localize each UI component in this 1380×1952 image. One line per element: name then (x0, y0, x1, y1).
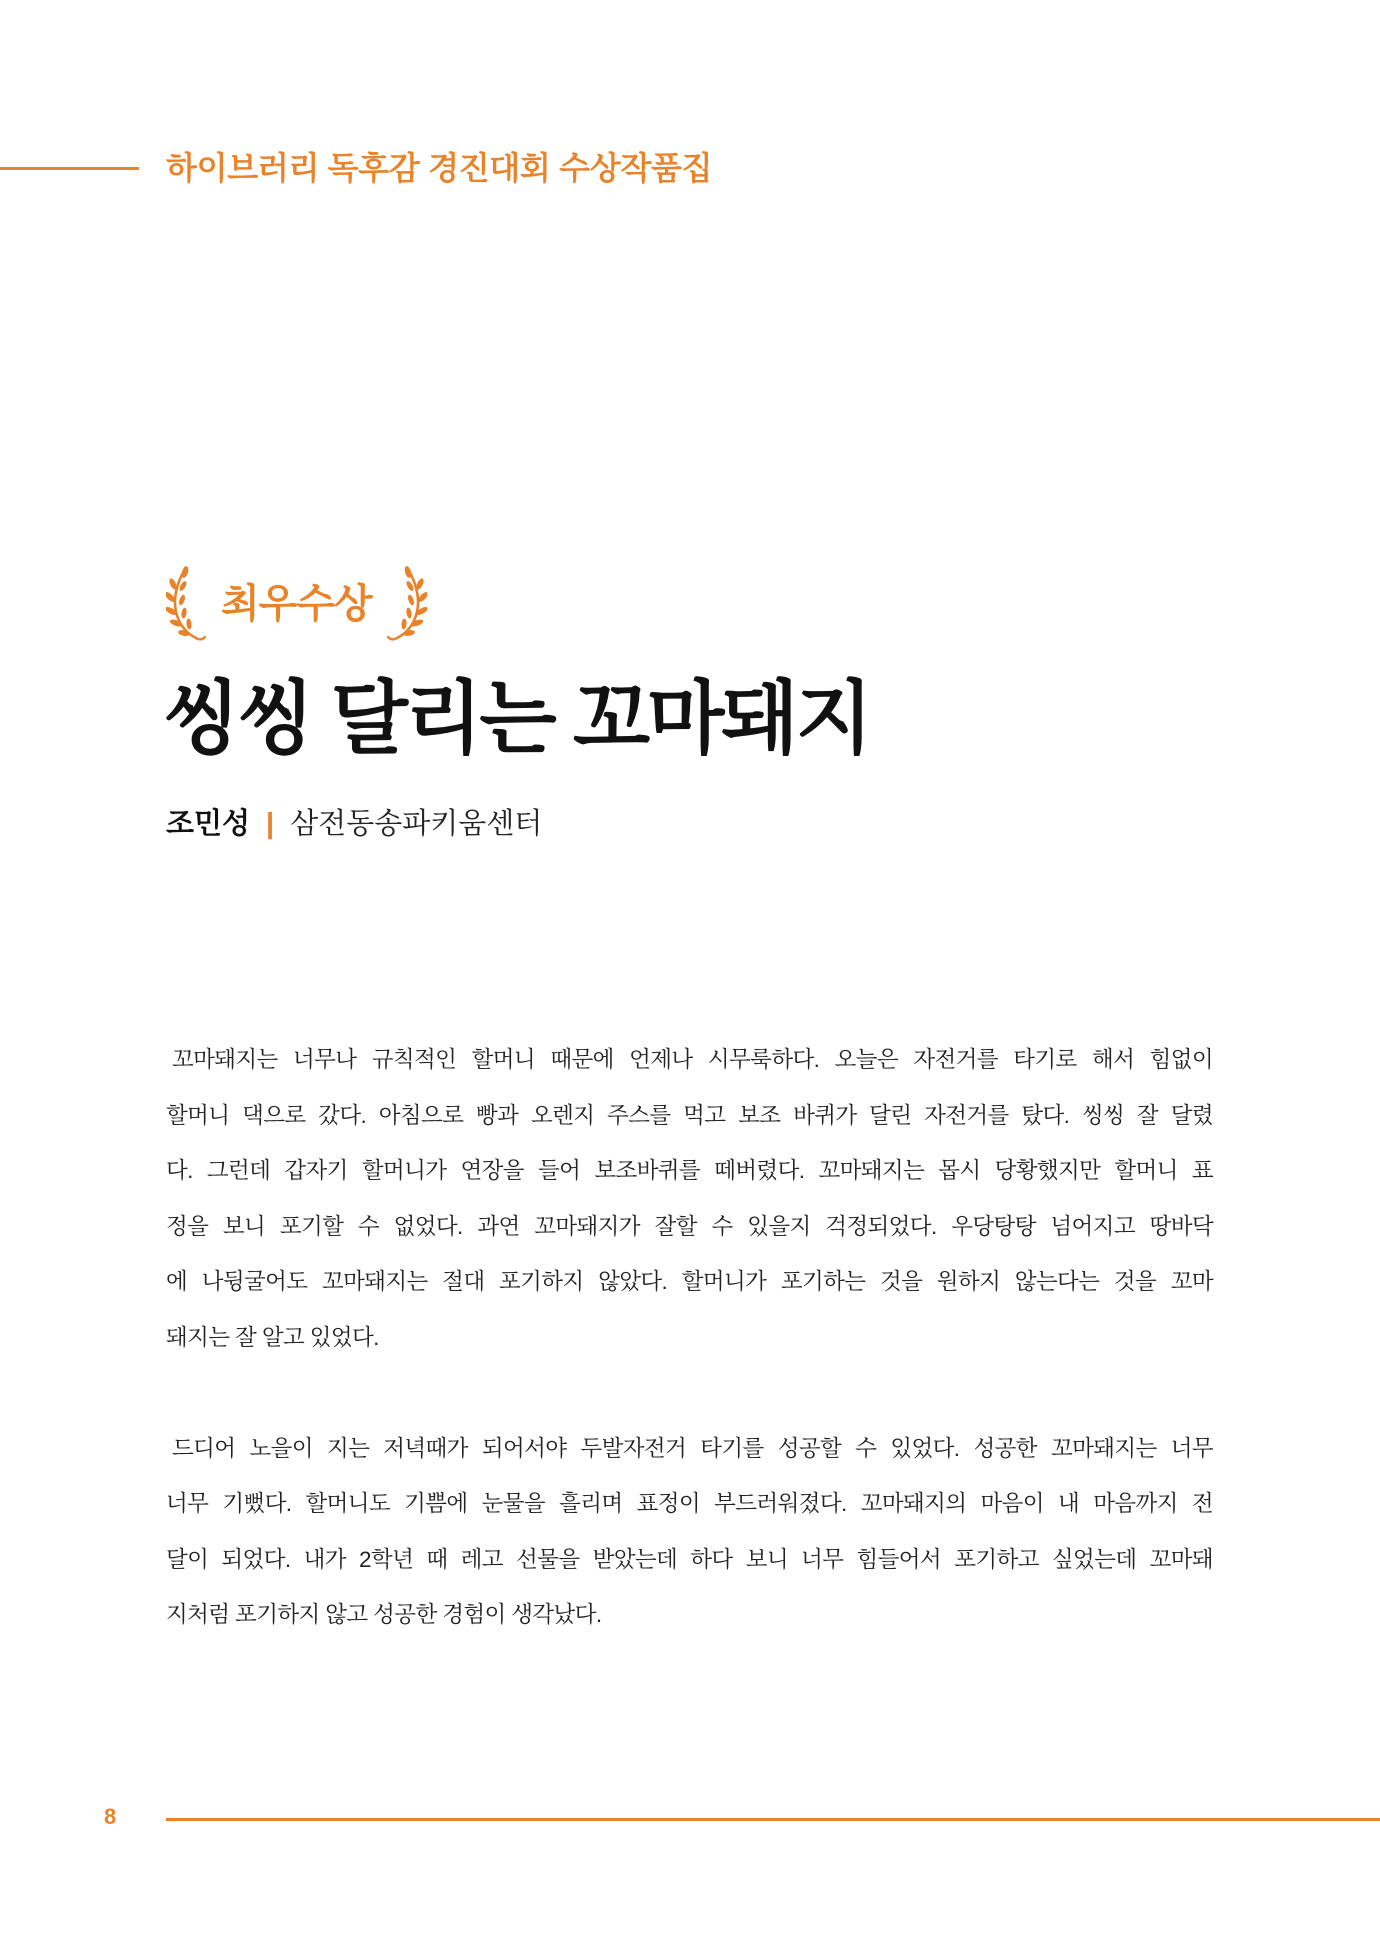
paragraph-line: 지처럼 포기하지 않고 성공한 경험이 생각났다. (166, 1602, 602, 1627)
footer-rule (166, 1818, 1380, 1821)
paragraph-line: 에 나뒹굴어도 꼬마돼지는 절대 포기하지 않았다. 할머니가 포기하는 것을 원하지 않는다는 것을 꼬마 (166, 1269, 1213, 1294)
award-badge (166, 566, 427, 642)
paragraph-line: 정을 보니 포기할 수 없었다. 과연 꼬마돼지가 잘할 수 있을지 걱정되었다. 우당탕탕 넘어지고 땅바닥 (166, 1213, 1213, 1239)
paragraph-line: 돼지는 잘 알고 있었다. (166, 1324, 379, 1350)
paragraph (166, 1032, 1213, 1365)
paragraph-line: 드디어 노을이 지는 저녁때가 되어서야 두발자전거 타기를 성공할 수 있었다. 성공한 꼬마돼지는 너무 (172, 1435, 1213, 1461)
author-line (166, 804, 542, 844)
paragraph-line: 할머니 댁으로 갔다. 아침으로 빵과 오렌지 주스를 먹고 보조 바퀴가 달린 자전거를 탔다. 씽씽 잘 달렸 (166, 1102, 1213, 1128)
header-rule (0, 167, 139, 170)
paragraph-line: 꼬마돼지는 너무나 규칙적인 할머니 때문에 언제나 시무룩하다. 오늘은 자전거를 타기로 해서 힘없이 (172, 1047, 1213, 1072)
laurel-left-icon (166, 566, 206, 642)
paragraph (166, 1421, 1213, 1643)
running-header: 하이브러리 독후감 경진대회 수상작품집 (166, 150, 713, 186)
author-separator: | (266, 808, 275, 840)
paragraph-line: 다. 그런데 갑자기 할머니가 연장을 들어 보조바퀴를 떼버렸다. 꼬마돼지는 몹시 당황했지만 할머니 표 (166, 1158, 1213, 1183)
author-name: 조민성 (166, 808, 251, 840)
award-label: 최우수상 (221, 582, 372, 626)
author-affiliation: 삼전동송파키움센터 (290, 808, 543, 840)
paragraph-line: 너무 기뻤다. 할머니도 기쁨에 눈물을 흘리며 표정이 부드러워졌다. 꼬마돼지의 마음이 내 마음까지 전 (166, 1491, 1213, 1516)
body-text (166, 1032, 1213, 1698)
story-title: 씽씽 달리는 꼬마돼지 (163, 674, 870, 763)
laurel-right-icon (387, 566, 427, 642)
page-number: 8 (104, 1804, 117, 1829)
paragraph-line: 달이 되었다. 내가 2학년 때 레고 선물을 받았는데 하다 보니 너무 힘들어서 포기하고 싶었는데 꼬마돼 (166, 1546, 1213, 1572)
